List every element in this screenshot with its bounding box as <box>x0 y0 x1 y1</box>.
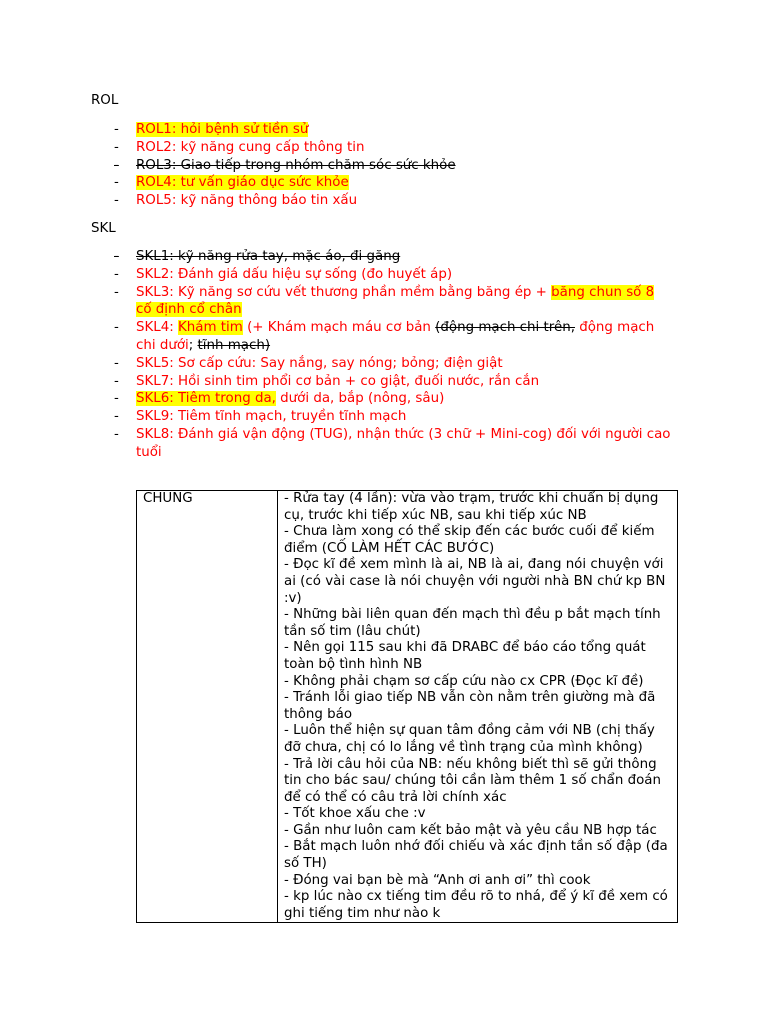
skl4-highlight-heart: Khám tim <box>178 320 243 336</box>
skl4-text-separator: ; <box>188 337 198 353</box>
note-line: - Gần như luôn cam kết bảo mật và yêu cầu NB hợp tác <box>284 822 657 838</box>
list-bullet: - <box>114 175 119 191</box>
rol1-text: ROL1: hỏi bệnh sử tiền sử <box>136 122 309 137</box>
list-item-skl3 <box>0 284 676 320</box>
skl4-text-lower-artery: động mạch chi dưới <box>136 320 655 353</box>
list-bullet: - <box>114 426 119 442</box>
list-bullet: - <box>114 355 119 371</box>
list-item-skl2 <box>0 266 676 284</box>
note-line: - Tránh lỗi giao tiếp NB vẫn còn nằm trên giường mà đã thông báo <box>284 690 656 722</box>
skl5-text: SKL5: Sơ cấp cứu: Say nắng, say nóng; bỏng; điện giật <box>136 355 503 371</box>
skl3-highlight-bandage: băng chun số 8 <box>551 284 655 300</box>
skl6-highlight-intradermal: SKL6: Tiêm trong da, <box>136 391 276 407</box>
note-line: - Luôn thể hiện sự quan tâm đồng cảm với NB (chị thấy đỡ chưa, chị có lo lắng về tình trạng của mình không) <box>284 723 655 755</box>
list-item-rol1 <box>0 121 676 139</box>
list-item-skl6 <box>0 390 676 408</box>
skl7-text: SKL7: Hồi sinh tim phổi cơ bản + co giật, đuối nước, rắn cắn <box>136 373 540 389</box>
table-notes-cell <box>278 491 678 923</box>
list-bullet: - <box>114 391 119 407</box>
rol-list <box>0 121 768 210</box>
list-bullet: - <box>114 409 119 425</box>
list-item-rol2 <box>0 139 676 157</box>
table-label-cell: CHUNG <box>137 491 278 923</box>
list-bullet: - <box>114 284 119 300</box>
skl9-text: SKL9: Tiêm tĩnh mạch, truyền tĩnh mạch <box>136 409 407 425</box>
skl3-highlight-ankle: cố định cổ chân <box>136 302 242 318</box>
table-row <box>137 491 678 923</box>
skl1-text: SKL1: kỹ năng rửa tay, mặc áo, đi găng <box>136 249 401 264</box>
note-line: - Nên gọi 115 sau khi đã DRABC để báo cáo tổng quát toàn bộ tình hình NB <box>284 640 646 672</box>
note-line: - Những bài liên quan đến mạch thì đều p bắt mạch tính tần số tim (lâu chút) <box>284 607 661 639</box>
rol2-text: ROL2: kỹ năng cung cấp thông tin <box>136 139 365 155</box>
skl2-text: SKL2: Đánh giá dấu hiệu sự sống (đo huyết áp) <box>136 266 453 282</box>
skl4-strike-upper-artery: (động mạch chi trên, <box>435 320 575 336</box>
note-line: - Bắt mạch luôn nhớ đối chiếu và xác định tần số đập (đa số TH) <box>284 839 668 872</box>
list-item-skl1 <box>0 248 676 266</box>
list-bullet: - <box>114 139 119 155</box>
list-bullet: - <box>114 122 119 137</box>
skl-heading: SKL <box>91 221 116 236</box>
list-item-rol3 <box>0 157 676 175</box>
skl4-text-part1: SKL4: <box>136 320 179 336</box>
note-line: - Trả lời câu hỏi của NB: nếu không biết thì sẽ gửi thông tin cho bác sau/ chúng tôi cần làm thêm 1 số chẩn đoán để có thể có câu trả lời chính xác <box>284 756 661 805</box>
skl3-text-part1: SKL3: Kỹ năng sơ cứu vết thương phần mềm bằng băng ép + <box>136 284 552 300</box>
skl8-text: SKL8: Đánh giá vận động (TUG), nhận thức (3 chữ + Mini-cog) đối với người cao tuổi <box>136 426 671 460</box>
skl4-text-part3: (+ Khám mạch máu cơ bản <box>242 320 436 336</box>
list-bullet: - <box>114 373 119 389</box>
note-line: - Đọc kĩ đề xem mình là ai, NB là ai, đang nói chuyện với ai (có vài case là nói chuyện với người nhà BN chứ kp BN :v) <box>284 557 666 606</box>
list-item-rol5 <box>0 192 676 210</box>
list-item-rol4 <box>0 174 676 192</box>
list-item-skl8 <box>0 426 676 462</box>
list-bullet: - <box>114 266 119 282</box>
rol5-text: ROL5: kỹ năng thông báo tin xấu <box>136 193 358 209</box>
note-line: - Chưa làm xong có thể skip đến các bước cuối để kiếm điểm (CỐ LÀM HẾT CÁC BƯỚC) <box>284 524 655 556</box>
list-bullet: - <box>114 249 119 264</box>
note-line: - kp lúc nào cx tiếng tim đều rõ to nhá, để ý kĩ đề xem có ghi tiếng tim như nào k <box>284 889 668 921</box>
list-bullet: - <box>114 320 119 336</box>
rol-heading: ROL <box>91 93 119 108</box>
general-notes-table <box>136 490 678 923</box>
skl6-text-part2: dưới da, bắp (nông, sâu) <box>275 391 445 407</box>
rol4-text: ROL4: tư vấn giáo dục sức khỏe <box>136 175 349 191</box>
list-bullet: - <box>114 157 119 173</box>
list-item-skl7 <box>0 373 676 391</box>
skl-list <box>0 248 768 462</box>
list-item-skl4 <box>0 319 676 355</box>
skl4-strike-vein: tĩnh mạch) <box>197 337 271 353</box>
note-line: - Đóng vai bạn bè mà “Anh ơi anh ơi” thì cook <box>284 872 591 888</box>
note-line: - Rửa tay (4 lần): vừa vào trạm, trước khi chuẩn bị dụng cụ, trước khi tiếp xúc NB, sau khi tiếp xúc NB <box>284 491 659 523</box>
note-line: - Tốt khoe xấu che :v <box>284 806 426 822</box>
rol3-text: ROL3: Giao tiếp trong nhóm chăm sóc sức khỏe <box>136 157 456 173</box>
list-item-skl9 <box>0 408 676 426</box>
list-item-skl5 <box>0 355 676 373</box>
note-line: - Không phải chạm sơ cấp cứu nào cx CPR (Đọc kĩ đề) <box>284 673 644 689</box>
list-bullet: - <box>114 193 119 209</box>
